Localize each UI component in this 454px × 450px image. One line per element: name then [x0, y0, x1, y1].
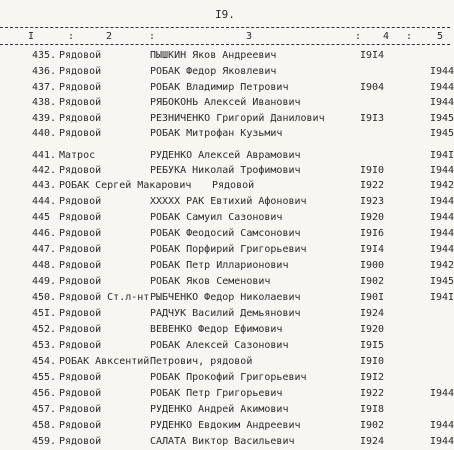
entry-birth-year: I922 — [360, 388, 385, 399]
entry-year: I944 — [430, 82, 454, 93]
entry-number: 444. — [32, 196, 57, 207]
table-row — [0, 260, 454, 273]
entry-year: I944 — [430, 97, 454, 108]
entry-number: 442. — [32, 165, 57, 176]
entry-year: I945 — [430, 128, 454, 139]
table-row — [0, 212, 454, 225]
entry-number: 456. — [32, 388, 57, 399]
table-row — [0, 82, 454, 95]
entry-name: ПЫШКИН Яков Андреевич — [150, 50, 277, 61]
entry-number: 454. — [32, 356, 57, 367]
table-row — [0, 404, 450, 417]
entry-number: 437. — [32, 82, 57, 93]
entry-rank: Рядовой — [59, 244, 102, 255]
entry-number: 45I. — [32, 308, 57, 319]
entry-name: РОБАК Петр Илларионович — [150, 260, 289, 271]
entry-number: 450. — [32, 292, 57, 303]
table-row — [0, 128, 454, 141]
table-row — [0, 97, 454, 110]
entry-number: 452. — [32, 324, 57, 335]
entry-rank: Рядовой — [59, 228, 102, 239]
entry-name: Рядовой — [212, 180, 255, 191]
entry-rank: Рядовой — [59, 436, 102, 447]
entry-number: 459. — [32, 436, 57, 447]
entry-name: РОБАК Феодосий Самсонович — [150, 228, 301, 239]
entry-year: I944 — [430, 388, 454, 399]
column-separator: : — [355, 31, 362, 42]
entry-rank: Рядовой — [59, 276, 102, 287]
entry-rank: Рядовой — [59, 372, 102, 383]
entry-rank: Рядовой — [59, 113, 102, 124]
table-row — [0, 113, 454, 126]
entry-rank: Рядовой — [59, 308, 102, 319]
table-row — [0, 292, 454, 305]
entry-birth-year: I902 — [360, 420, 385, 431]
entry-name: РОБАК Владимир Петрович — [150, 82, 289, 93]
entry-birth-year: I922 — [360, 180, 385, 191]
entry-name: РОБАК Яков Семенович — [150, 276, 271, 287]
entry-number: 446. — [32, 228, 57, 239]
entry-year: I944 — [430, 228, 454, 239]
entry-birth-year: I9I4 — [360, 50, 385, 61]
column-header-2: 2 — [106, 31, 113, 42]
entry-name: РЫБЧЕНКО Федор Николаевич — [150, 292, 301, 303]
entry-number: 441. — [32, 150, 57, 161]
entry-number: 443. — [32, 180, 57, 191]
entry-name: РУДЕНКО Андрей Акимович — [150, 404, 289, 415]
entry-rank: Матрос — [59, 150, 96, 161]
entry-birth-year: I904 — [360, 82, 385, 93]
table-row — [0, 436, 454, 449]
entry-year: I945 — [430, 276, 454, 287]
entry-birth-year: I9I6 — [360, 228, 385, 239]
table-row — [0, 228, 454, 241]
column-separator: : — [149, 31, 156, 42]
entry-name: РУДЕНКО Алексей Аврамович — [150, 150, 301, 161]
entry-number: 445 — [32, 212, 51, 223]
entry-number: 447. — [32, 244, 57, 255]
column-header-3: 3 — [246, 31, 253, 42]
table-row — [0, 372, 450, 385]
entry-year: I942 — [430, 180, 454, 191]
entry-rank: Рядовой — [59, 404, 102, 415]
entry-name: САЛАТА Виктор Васильевич — [150, 436, 295, 447]
entry-rank: РОБАК Сергей Макарович — [59, 180, 192, 191]
table-row — [0, 324, 450, 337]
entry-rank: Рядовой — [59, 50, 102, 61]
entry-number: 453. — [32, 340, 57, 351]
entry-birth-year: I924 — [360, 436, 385, 447]
entry-year: I944 — [430, 212, 454, 223]
entry-name: РОБАК Федор Яковлевич — [150, 66, 277, 77]
entry-year: I944 — [430, 66, 454, 77]
entry-number: 440. — [32, 128, 57, 139]
entry-name: РОБАК Самуил Сазонович — [150, 212, 283, 223]
entry-name: РУДЕНКО Евдоким Андреевич — [150, 420, 301, 431]
header-rule-top — [0, 27, 450, 28]
entry-birth-year: I900 — [360, 260, 385, 271]
table-row — [0, 50, 450, 63]
entry-name: ВЕВЕНКО Федор Ефимович — [150, 324, 283, 335]
entry-number: 457. — [32, 404, 57, 415]
entry-year: I944 — [430, 244, 454, 255]
table-row — [0, 420, 454, 433]
entry-rank: Рядовой — [59, 388, 102, 399]
entry-name: РАДЧУК Василий Демьянович — [150, 308, 301, 319]
entry-birth-year: I920 — [360, 324, 385, 335]
entry-year: I94I — [430, 150, 454, 161]
entry-birth-year: I902 — [360, 276, 385, 287]
entry-year: I942 — [430, 260, 454, 271]
entry-year: I944 — [430, 165, 454, 176]
entry-year: I944 — [430, 196, 454, 207]
entry-birth-year: I9I0 — [360, 165, 385, 176]
entry-name: РОБАК Алексей Сазонович — [150, 340, 289, 351]
table-row — [0, 165, 454, 178]
entry-name: РЯБОКОНЬ Алексей Иванович — [150, 97, 301, 108]
table-row — [0, 276, 454, 289]
table-row — [0, 244, 454, 257]
column-separator: : — [406, 31, 413, 42]
entry-birth-year: I9I5 — [360, 340, 385, 351]
column-header-1: I — [28, 31, 35, 42]
entry-name: XXXXX РАК Евтихий Афонович — [150, 196, 307, 207]
page-number: I9. — [215, 8, 235, 21]
entry-name: РЕБУКА Николай Трофимович — [150, 165, 301, 176]
entry-name: Петрович, рядовой — [150, 356, 253, 367]
entry-rank: Рядовой Ст.л-нт — [59, 292, 150, 303]
table-row — [0, 356, 450, 369]
entry-rank: Рядовой — [59, 324, 102, 335]
table-row — [0, 150, 454, 163]
table-row — [0, 196, 454, 209]
entry-name: РЕЗНИЧЕНКО Григорий Данилович — [150, 113, 325, 124]
entry-rank: Рядовой — [59, 212, 102, 223]
table-row — [0, 308, 450, 321]
column-header-4: 4 — [383, 31, 390, 42]
entry-number: 436. — [32, 66, 57, 77]
entry-number: 435. — [32, 50, 57, 61]
entry-birth-year: I920 — [360, 212, 385, 223]
entry-rank: Рядовой — [59, 196, 102, 207]
entry-name: РОБАК Митрофан Кузьмич — [150, 128, 283, 139]
entry-number: 458. — [32, 420, 57, 431]
entry-year: I944 — [430, 420, 454, 431]
entry-rank: РОБАК Авксентий — [59, 356, 150, 367]
entry-birth-year: I9I0 — [360, 356, 385, 367]
entry-number: 448. — [32, 260, 57, 271]
table-row — [0, 66, 454, 79]
entry-name: РОБАК Прокофий Григорьевич — [150, 372, 307, 383]
entry-year: I94I — [430, 292, 454, 303]
entry-birth-year: I90I — [360, 292, 385, 303]
header-rule-bottom — [0, 44, 450, 45]
entry-birth-year: I9I2 — [360, 372, 385, 383]
entry-rank: Рядовой — [59, 128, 102, 139]
entry-rank: Рядовой — [59, 97, 102, 108]
table-row — [0, 388, 454, 401]
entry-number: 449. — [32, 276, 57, 287]
entry-year: I944 — [430, 436, 454, 447]
entry-rank: Рядовой — [59, 340, 102, 351]
entry-number: 438. — [32, 97, 57, 108]
entry-rank: Рядовой — [59, 165, 102, 176]
entry-number: 439. — [32, 113, 57, 124]
entry-name: РОБАК Порфирий Григорьевич — [150, 244, 307, 255]
column-header-5: 5 — [437, 31, 444, 42]
entry-rank: Рядовой — [59, 420, 102, 431]
entry-number: 455. — [32, 372, 57, 383]
entry-rank: Рядовой — [59, 82, 102, 93]
entry-birth-year: I9I4 — [360, 244, 385, 255]
entry-birth-year: I9I3 — [360, 113, 385, 124]
entry-rank: Рядовой — [59, 260, 102, 271]
entry-birth-year: I924 — [360, 308, 385, 319]
table-row — [0, 180, 454, 193]
entry-year: I945 — [430, 113, 454, 124]
table-row — [0, 340, 450, 353]
column-separator: : — [68, 31, 75, 42]
entry-name: РОБАК Петр Григорьевич — [150, 388, 283, 399]
entry-birth-year: I9I8 — [360, 404, 385, 415]
entry-birth-year: I923 — [360, 196, 385, 207]
entry-rank: Рядовой — [59, 66, 102, 77]
